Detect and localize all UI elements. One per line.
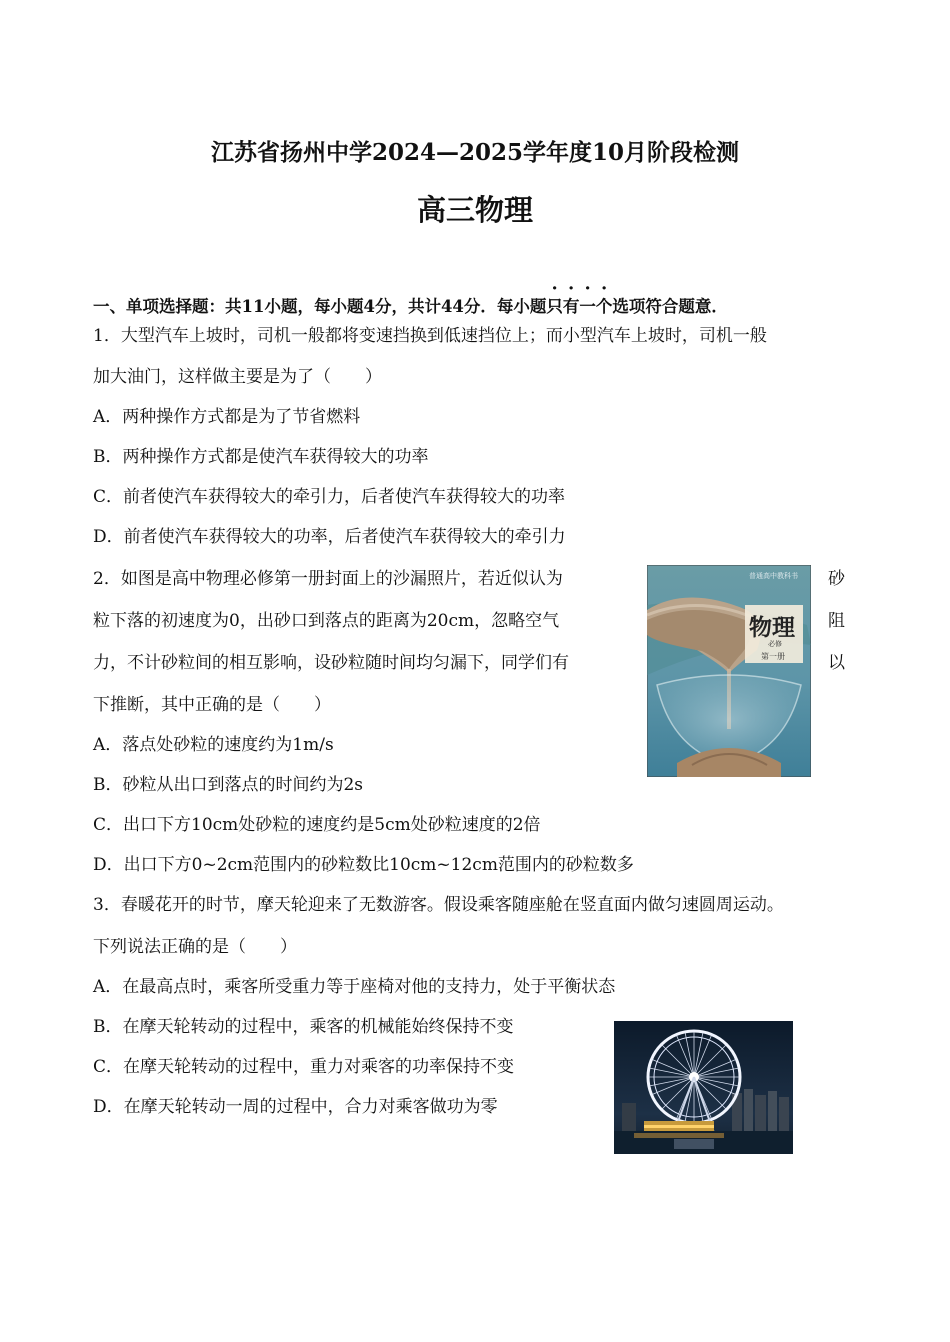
book-title-text: 物理 <box>749 614 795 641</box>
q2-option-b: B．砂粒从出口到落点的时间约为2s <box>93 775 364 795</box>
section-heading-prefix: 一、单项选择题：共11小题，每小题4分，共计44分．每小题 <box>93 297 547 316</box>
q2-stem-wrap-char: 以 <box>828 653 845 673</box>
q2-stem-wrap-char: 砂 <box>828 569 845 589</box>
q2-stem-wrap-char: 阻 <box>828 611 845 631</box>
book-label: 第一册 <box>761 652 785 661</box>
q1-stem-line1: 1．大型汽车上坡时，司机一般都将变速挡换到低速挡位上；而小型汽车上坡时，司机一般 <box>93 326 767 346</box>
q1-option-c: C．前者使汽车获得较大的牵引力，后者使汽车获得较大的功率 <box>93 487 566 507</box>
q2-option-d: D．出口下方0~2cm范围内的砂粒数比10cm~12cm范围内的砂粒数多 <box>93 855 634 875</box>
section-heading <box>93 293 728 317</box>
exam-subtitle: 高三物理 <box>416 193 533 227</box>
q1-option-b: B．两种操作方式都是使汽车获得较大的功率 <box>93 447 429 467</box>
emphasis-char: 只 <box>546 297 563 316</box>
exam-title: 江苏省扬州中学2024—2025学年度10月阶段检测 <box>210 139 740 166</box>
emphasis-char: 个 <box>595 297 613 316</box>
q3-option-a: A．在最高点时，乘客所受重力等于座椅对他的支持力，处于平衡状态 <box>93 977 616 997</box>
q3-stem-line2: 下列说法正确的是（ ） <box>93 937 297 957</box>
q1-option-a: A．两种操作方式都是为了节省燃料 <box>93 407 361 427</box>
q2-option-c: C．出口下方10cm处砂粒的速度约是5cm处砂粒速度的2倍 <box>93 815 541 835</box>
q1-stem-line2: 加大油门，这样做主要是为了（ ） <box>93 367 382 387</box>
q3-stem-line1: 3．春暖花开的时节，摩天轮迎来了无数游客。假设乘客随座舱在竖直面内做匀速圆周运动。 <box>93 895 784 915</box>
section-heading-suffix: 选项符合题意． <box>612 297 728 316</box>
book-volume-label: 必修 <box>768 640 782 648</box>
q3-option-d: D．在摩天轮转动一周的过程中，合力对乘客做功为零 <box>93 1097 498 1117</box>
q3-option-b: B．在摩天轮转动的过程中，乘客的机械能始终保持不变 <box>93 1017 514 1037</box>
book-publisher-text: 普通高中教科书 <box>749 572 798 580</box>
q2-stem-line4: 下推断，其中正确的是（ ） <box>93 695 331 715</box>
q2-stem-line2: 粒下落的初速度为0，出砂口到落点的距离为20cm，忽略空气 <box>93 611 560 631</box>
q3-option-c: C．在摩天轮转动的过程中，重力对乘客的功率保持不变 <box>93 1057 515 1077</box>
hourglass-book-cover-image <box>647 565 811 777</box>
q1-option-d: D．前者使汽车获得较大的功率，后者使汽车获得较大的牵引力 <box>93 527 566 547</box>
emphasis-char: 一 <box>579 297 596 316</box>
q2-stem-line1: 2．如图是高中物理必修第一册封面上的沙漏照片，若近似认为 <box>93 569 563 589</box>
ferris-wheel-image <box>614 1021 793 1154</box>
q2-stem-line3: 力，不计砂粒间的相互影响，设砂粒随时间均匀漏下，同学们有 <box>93 653 569 673</box>
q2-option-a: A．落点处砂粒的速度约为1m/s <box>93 735 334 755</box>
emphasis-char: 有 <box>562 297 580 316</box>
